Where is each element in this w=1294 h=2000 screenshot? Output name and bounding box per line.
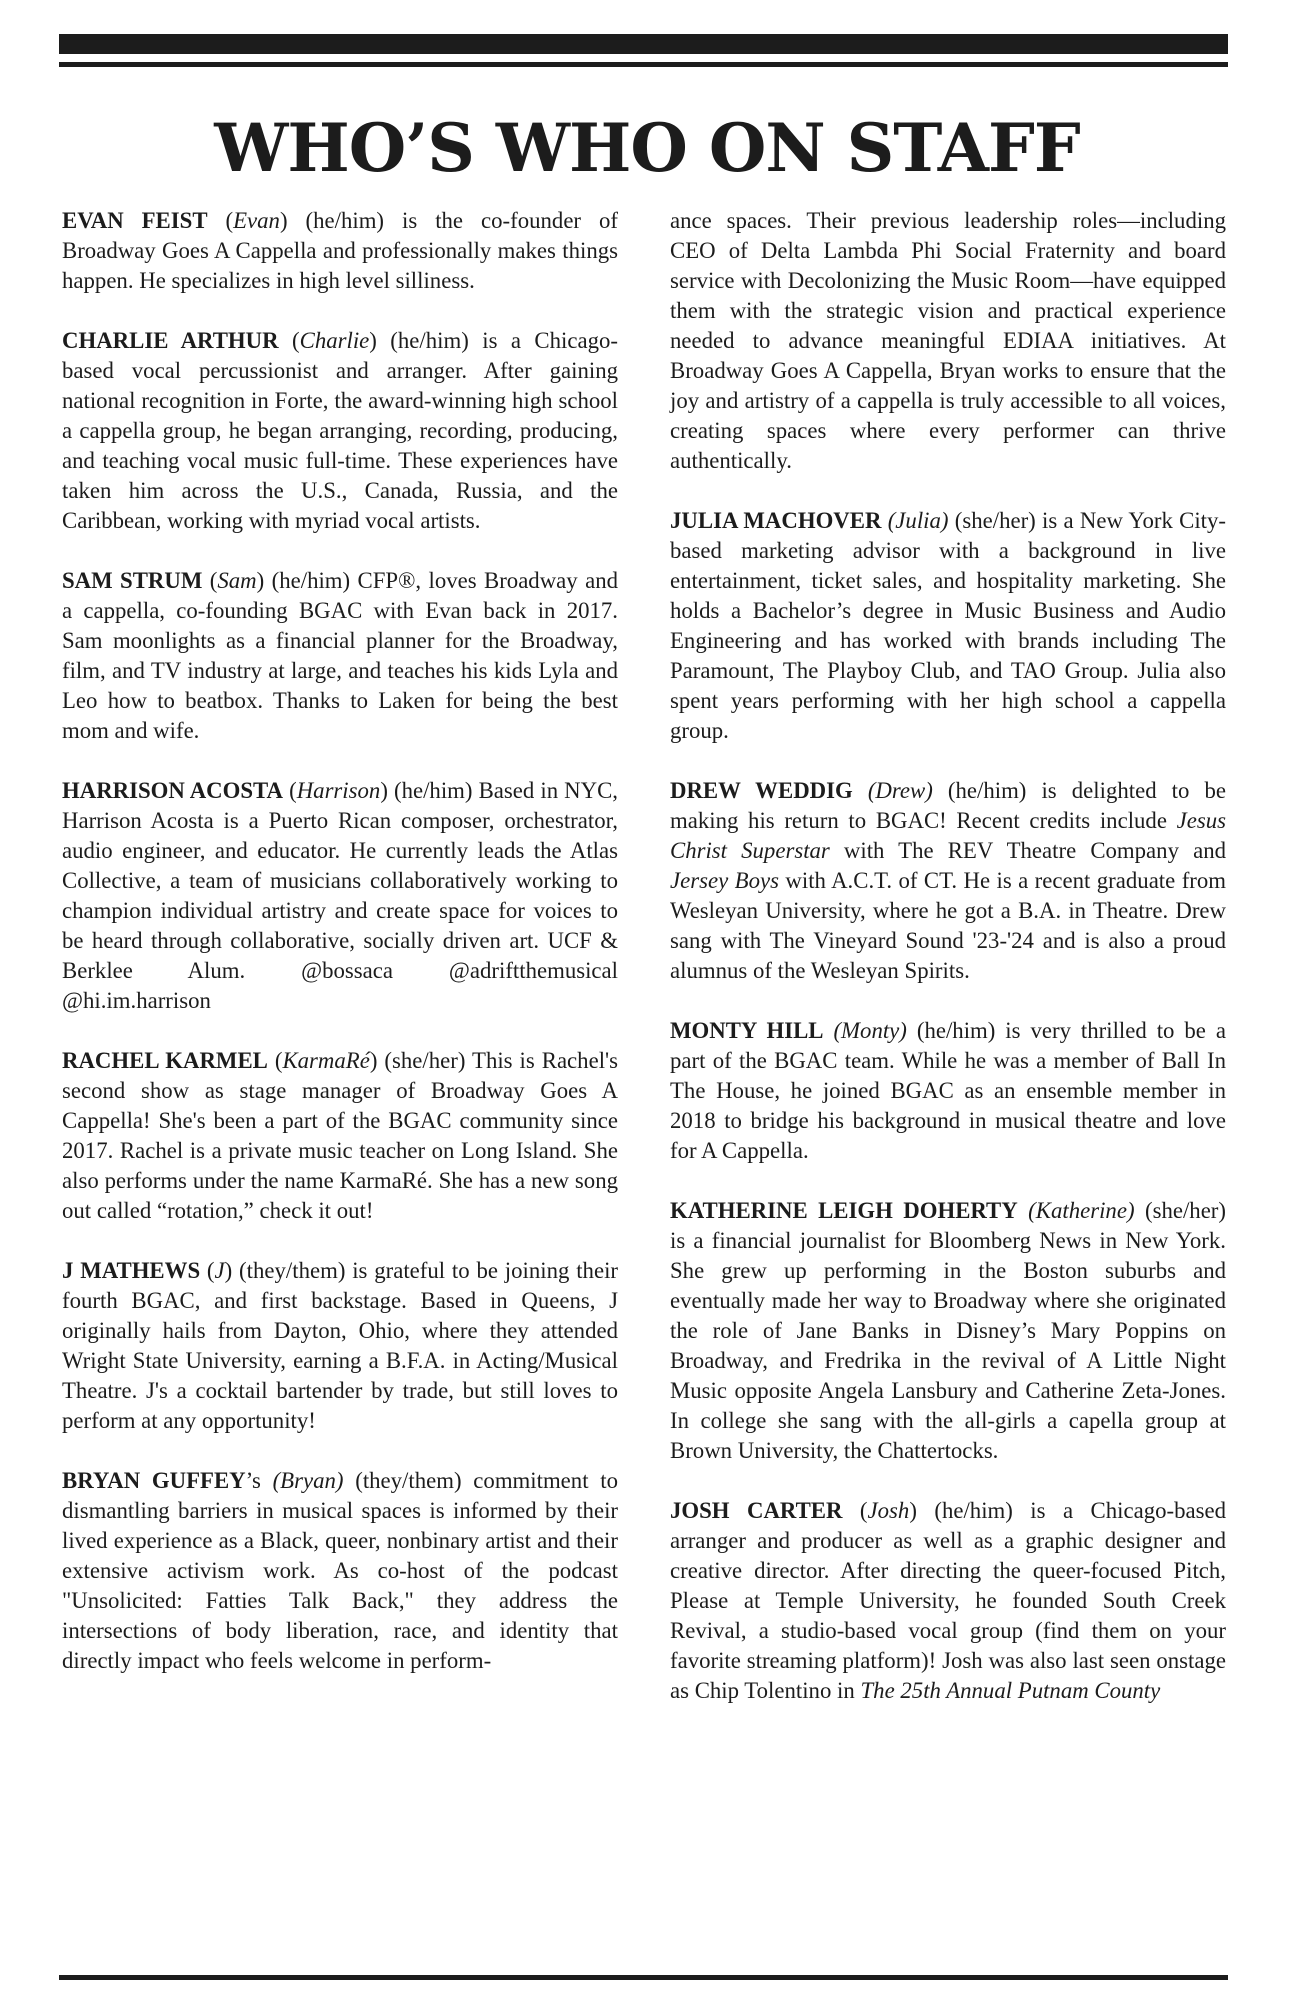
page-title: WHO’S WHO ON STAFF [214, 109, 1080, 187]
bio-evan-feist: EVAN FEIST (Evan) (he/him) is the co-founder of Broadway Goes A Cappella and professionally makes things happen. He specializes in high level silliness. [62, 208, 618, 293]
staff-nickname: Charlie [299, 328, 370, 353]
staff-nickname: Evan [233, 208, 280, 233]
staff-bio-text: (she/her) is a financial journalist for Bloomberg News in New York. She grew up performing in the Boston suburbs and eventually made her way to Broadway where she originated the role of Jane Banks in Disney’s Mary Poppins on Broadway, and Fredrika in the revival of A Little Night Music opposite Angela Lansbury and Catherine Zeta-Jones. In college she sang with the all-girls a capella group at Brown University, the Chattertocks. [670, 1198, 1226, 1463]
staff-nickname: Harrison [296, 778, 381, 803]
staff-bio-text: (they/them) commitment to dismantling barriers in musical spaces is informed by their lived experience as a Black, queer, nonbinary artist and their extensive activism work. As co-host of the podcast "Unsolicited: Fatties Talk Back," they address the intersections of body liberation, race, and identity that directly impact who feels welcome in perform- [62, 1468, 619, 1673]
staff-bio-text: ) (he/him) is a Chicago-based arranger and producer as well as a graphic designer and creative director. After directing the queer-focused Pitch, Please at Temple University, he founded South Creek Revival, a studio-based vocal group (find them on your favorite streaming platform)! Josh was also last seen onstage as Chip Tolentino in [670, 1498, 1227, 1703]
left-column [62, 206, 618, 1706]
staff-name: KATHERINE LEIGH DOHERTY [670, 1198, 1018, 1223]
show-title: Jersey Boys [670, 868, 779, 893]
staff-nickname: Josh [867, 1498, 910, 1523]
bio-josh-carter: JOSH CARTER (Josh) (he/him) is a Chicago-based arranger and producer as well as a graphic designer and creative director. After directing the queer-focused Pitch, Please at Temple University, he founded South Creek Revival, a studio-based vocal group (find them on your favorite streaming platform)! Josh was also last seen onstage as Chip Tolentino in The 25th Annual Putnam County [670, 1498, 1227, 1703]
staff-nickname: (Julia) [887, 508, 949, 533]
bio-bryan-guffey: BRYAN GUFFEY’s (Bryan) (they/them) commitment to dismantling barriers in musical spaces is informed by their lived experience as a Black, queer, nonbinary artist and their extensive activism work. As co-host of the podcast "Unsolicited: Fatties Talk Back," they address the intersections of body liberation, race, and identity that directly impact who feels welcome in perform- [62, 1468, 619, 1673]
staff-bio-text: (she/her) is a New York City-based marketing advisor with a background in live entertainment, ticket sales, and hospitality marketing. She holds a Bachelor’s degree in Music Business and Audio Engineering and has worked with brands including The Paramount, The Playboy Club, and TAO Group. Julia also spent years performing with her high school a cappella group. [670, 508, 1227, 743]
staff-nickname: (Katherine) [1028, 1198, 1135, 1223]
staff-name: HARRISON ACOSTA [62, 778, 284, 803]
bottom-rule [59, 1975, 1228, 1980]
staff-nickname: KarmaRé [282, 1048, 370, 1073]
staff-bio-text: (he/him) is delighted to be making his return to BGAC! Recent credits include [670, 778, 1227, 833]
bio-monty-hill [670, 1016, 1226, 1166]
show-title: The 25th Annual Putnam County [860, 1678, 1161, 1703]
staff-name: JULIA MACHOVER [670, 508, 882, 533]
top-rule-thin [59, 62, 1228, 67]
staff-bio-text: ) (he/him) CFP®, loves Broadway and a cappella, co-founding BGAC with Evan back in 2017. Sam moonlights as a financial planner for the Broadway, film, and TV industry at large, and teaches his kids Lyla and Leo how to beatbox. Thanks to Laken for being the best mom and wife. [62, 568, 618, 743]
staff-bio-text: ) (he/him) is the co-founder of Broadway Goes A Cappella and professionally makes things happen. He specializes in high level silliness. [62, 208, 618, 293]
bio-charlie-arthur: CHARLIE ARTHUR (Charlie) (he/him) is a Chicago-based vocal percussionist and arranger. After gaining national recognition in Forte, the award-winning high school a cappella group, he began arranging, recording, producing, and teaching vocal music full-time. These experiences have taken him across the U.S., Canada, Russia, and the Caribbean, working with myriad vocal artists. [62, 328, 618, 533]
staff-nickname: (Monty) [833, 1018, 907, 1043]
staff-nickname: (Drew) [867, 778, 933, 803]
staff-name: JOSH CARTER [670, 1498, 843, 1523]
bio-harrison-acosta: HARRISON ACOSTA (Harrison) (he/him) Based in NYC, Harrison Acosta is a Puerto Rican composer, orchestrator, audio engineer, and educator. He currently leads the Atlas Collective, a team of musicians collaboratively working to champion individual artistry and create space for voices to be heard through collaborative, socially driven art. UCF & Berklee Alum. @bossaca @adriftthemusical @hi.im.harrison [62, 778, 619, 1013]
staff-name: J MATHEWS [62, 1258, 201, 1283]
staff-name: SAM STRUM [62, 568, 203, 593]
staff-nickname: (Bryan) [272, 1468, 344, 1493]
staff-bio-text: ) (she/her) This is Rachel's second show as stage manager of Broadway Goes A Cappella! She's been a part of the BGAC community since 2017. Rachel is a private music teacher on Long Island. She also performs under the name KarmaRé. She has a new song out called “rotation,” check it out! [62, 1048, 619, 1223]
show-title: Jesus Christ Superstar [670, 808, 1226, 863]
bio-rachel-karmel: RACHEL KARMEL (KarmaRé) (she/her) This is Rachel's second show as stage manager of Broadway Goes A Cappella! She's been a part of the BGAC community since 2017. Rachel is a private music teacher on Long Island. She also performs under the name KarmaRé. She has a new song out called “rotation,” check it out! [62, 1048, 619, 1223]
staff-nickname: J [214, 1258, 225, 1283]
bio-katherine-leigh-doherty [670, 1196, 1226, 1466]
bio-bryan-guffey-continued [670, 206, 1226, 476]
top-rule-thick [59, 34, 1228, 54]
staff-bio-text: ) (he/him) is a Chicago-based vocal percussionist and arranger. After gaining national recognition in Forte, the award-winning high school a cappella group, he began arranging, recording, producing, and teaching vocal music full-time. These experiences have taken him across the U.S., Canada, Russia, and the Caribbean, working with myriad vocal artists. [62, 328, 618, 533]
staff-name: RACHEL KARMEL [62, 1048, 268, 1073]
bio-j-mathews: J MATHEWS (J) (they/them) is grateful to be joining their fourth BGAC, and first backstage. Based in Queens, J originally hails from Dayton, Ohio, where they attended Wright State University, earning a B.F.A. in Acting/Musical Theatre. J's a cocktail bartender by trade, but still loves to perform at any opportunity! [62, 1258, 618, 1433]
staff-nickname: Sam [217, 568, 257, 593]
staff-bio-text: (he/him) is very thrilled to be a part of the BGAC team. While he was a member of Ball In The House, he joined BGAC as an ensemble member in 2018 to bridge his background in musical theatre and love for A Cappella. [670, 1018, 1226, 1163]
staff-bio-text: ) (he/him) Based in NYC, Harrison Acosta is a Puerto Rican composer, orchestrator, audio engineer, and educator. He currently leads the Atlas Collective, a team of musicians collaboratively working to champion individual artistry and create space for voices to be heard through collaborative, socially driven art. UCF & Berklee Alum. @bossaca @adriftthemusical @hi.im.harrison [62, 778, 619, 1013]
staff-name: EVAN FEIST [62, 208, 208, 233]
staff-name: CHARLIE ARTHUR [62, 328, 279, 353]
staff-name: DREW WEDDIG [670, 778, 853, 803]
bio-sam-strum: SAM STRUM (Sam) (he/him) CFP®, loves Broadway and a cappella, co-founding BGAC with Evan back in 2017. Sam moonlights as a financial planner for the Broadway, film, and TV industry at large, and teaches his kids Lyla and Leo how to beatbox. Thanks to Laken for being the best mom and wife. [62, 568, 618, 743]
staff-bio-text: ance spaces. Their previous leadership roles—including CEO of Delta Lambda Phi Social Fraternity and board service with Decolonizing the Music Room—have equipped them with the strategic vision and practical experience needed to advance meaningful EDIAA initiatives. At Broadway Goes A Cappella, Bryan works to ensure that the joy and artistry of a cappella is truly accessible to all voices, creating spaces where every performer can thrive authentically. [670, 208, 1226, 473]
staff-name: BRYAN GUFFEY [62, 1468, 246, 1493]
bio-julia-machover [670, 506, 1226, 746]
staff-bio-text: ) (they/them) is grateful to be joining their fourth BGAC, and first backstage. Based in Queens, J originally hails from Dayton, Ohio, where they attended Wright State University, earning a B.F.A. in Acting/Musical Theatre. J's a cocktail bartender by trade, but still loves to perform at any opportunity! [62, 1258, 618, 1433]
right-column [670, 206, 1226, 1736]
staff-name: MONTY HILL [670, 1018, 824, 1043]
bio-drew-weddig: DREW WEDDIG (Drew) (he/him) is delighted to be making his return to BGAC! Recent credits include Jesus Christ Superstar with The REV Theatre Company and Jersey Boys with A.C.T. of CT. He is a recent graduate from Wesleyan University, where he got a B.A. in Theatre. Drew sang with The Vineyard Sound '23-'24 and is also a proud alumnus of the Wesleyan Spirits. [670, 778, 1227, 983]
